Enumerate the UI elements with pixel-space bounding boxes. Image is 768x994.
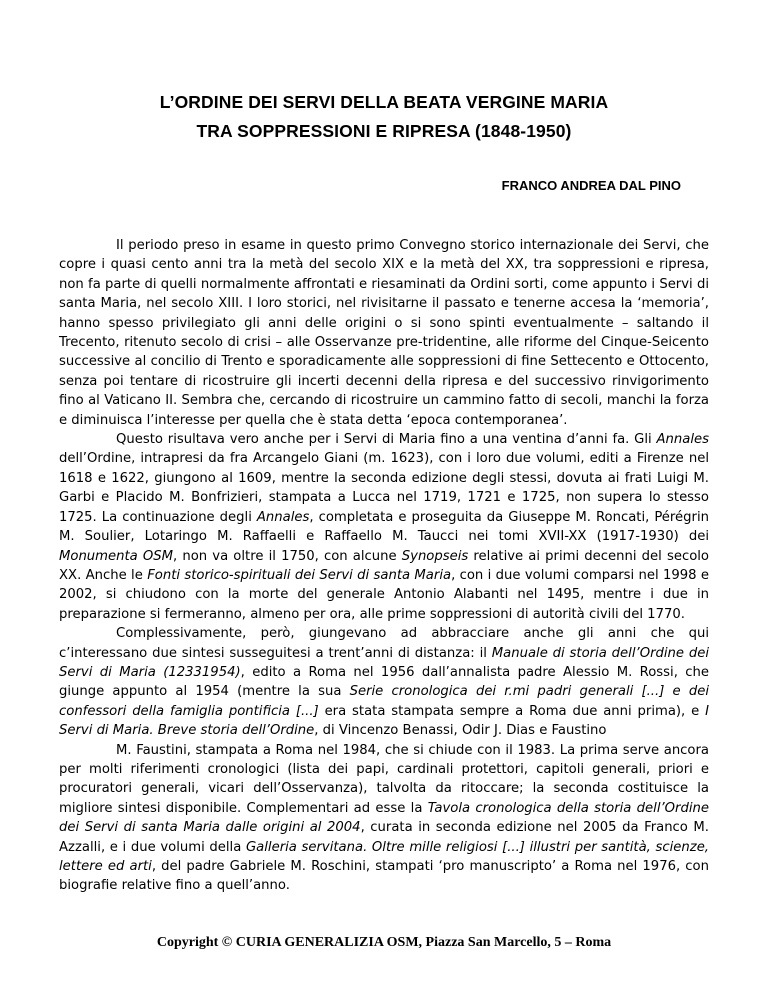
italic-title-synopseis: Synopseis — [401, 548, 469, 564]
author-name: FRANCO ANDREA DAL PINO — [501, 178, 681, 193]
italic-title-annales: Annales — [656, 432, 709, 448]
copyright-footer: Copyright © CURIA GENERALIZIA OSM, Piazza San Marcello, 5 – Roma — [156, 935, 612, 950]
italic-title-annales: Annales — [256, 509, 310, 525]
italic-title-monumenta: Monumenta OSM — [59, 548, 174, 564]
paragraph-2-text: relative ai primi decenni del secolo XX. Anche le — [59, 548, 709, 583]
paragraph-2-text: , con i due volumi comparsi nel 1998 e 2002, si chiudono con la morte del generale Antonio Alabanti nel 1495, mentre i due in preparazione si fermeranno, almeno per ora, alle prime soppressioni di autorità civili del 1770. — [59, 567, 709, 622]
italic-title-tavola: Tavola cronologica della storia dell’Ordine dei Servi di santa Maria dalle origini al 2004 — [59, 800, 709, 836]
paragraph-4-text: M. Faustini, stampata a Roma nel 1984, che si chiude con il 1983. La prima serve ancora per molti riferimenti cronologici (lista dei papi, cardinali protettori, capitoli generali, priori e procuratori generali, vicari dell’Osservanza), talvolta da ritoccare; la seconda costituisce la migliore sintesi disponibile. Complementari ad esse la — [59, 742, 709, 816]
paragraph-3-text: Complessivamente, però, giungevano ad abbracciare anche gli anni che qui c’interessano due sintesi susseguitesi a trent’anni di distanza: il — [59, 626, 709, 661]
paragraph-3-text: , edito a Roma nel 1956 dall’annalista padre Alessio M. Rossi, che giunge appunto al 1954 (mentre la sua — [59, 664, 710, 700]
paragraph-2-text: dell’Ordine, intrapresi da fra Arcangelo Giani (m. 1623), con i loro due volumi, editi a Firenze nel 1618 e 1622, giungono al 1609, mentre la seconda edizione degli stessi, dovuta ai frati Luigi M. Garbi e Placido M. Bonfrizieri, stampata a Lucca nel 1719, 1721 e 1725, non supera lo stesso 1725. La continuazione degli — [59, 451, 709, 525]
paragraph-3 — [59, 624, 709, 740]
paragraph-1: Il periodo preso in esame in questo primo Convegno storico internazionale dei Servi, che copre i quasi cento anni tra la metà del secolo XIX e la metà del XX, tra soppressioni e ripresa, non fa parte di quelli normalmente affrontati e riesaminati da Ordini sorti, come appunto i Servi di santa Maria, nel secolo XIII. I loro storici, nel rivisitarne il passato e tenerne accesa la ‘memoria’, hanno spesso privilegiato gli anni delle origini o si sono spinti eventualmente – saltando il Trecento, ritenuto secolo di crisi – alle Osservanze pre-tridentine, alle riforme del Cinque-Seicento successive al concilio di Trento e sporadicamente alle soppressioni di fine Settecento e Ottocento, senza poi tentare di ricostruire gli incerti decenni della ripresa e del successivo rinvigorimento fino al Vaticano II. Sembra che, cercando di ricostruire un cammino fatto di secoli, manchi la forza e diminuisca l’interesse per quella che è stata detta ‘epoca contemporanea’. — [59, 238, 709, 428]
italic-title-fonti: Fonti storico-spirituali dei Servi di santa Maria — [147, 567, 452, 583]
document-title-line-1: L’ORDINE DEI SERVI DELLA BEATA VERGINE MARIA — [159, 92, 609, 112]
paragraph-4-text: , curata in seconda edizione nel 2005 da Franco M. Azzalli, e i due volumi della — [59, 820, 709, 855]
italic-title-galleria: Galleria servitana. Oltre mille religiosi [...] illustri per santità, scienze, lettere ed arti — [59, 839, 709, 874]
body-text — [59, 236, 709, 896]
italic-title-manuale: Manuale di storia dell’Ordine dei Servi di Maria (12331954) — [59, 645, 709, 680]
italic-title-serie-cronologica: Serie cronologica dei r.mi padri generali [...] e dei confessori della famiglia pontificia [...] — [59, 684, 709, 719]
italic-title-servi-di-maria: I Servi di Maria. Breve storia dell’Ordine — [59, 703, 709, 739]
paragraph-3-text: era stata stampata sempre a Roma due anni prima), e — [318, 703, 706, 719]
paragraph-2 — [59, 430, 709, 624]
document-title-line-2: TRA SOPPRESSIONI E RIPRESA (1848-1950) — [196, 121, 572, 141]
paragraph-3-text: , di Vincenzo Benassi, Odir J. Dias e Faustino — [314, 723, 607, 739]
paragraph-4 — [59, 741, 709, 896]
paragraph-2-text: , non va oltre il 1750, con alcune — [173, 548, 402, 564]
paragraph-2-text: Questo risultava vero anche per i Servi di Maria fino a una ventina d’anni fa. Gli — [116, 432, 657, 448]
paragraph-2-text: , completata e proseguita da Giuseppe M. Roncati, Pérégrin M. Soulier, Lotaringo M. Raffaelli e Raffaello M. Taucci nei tomi XVII-XX (1917-1930) dei — [59, 509, 709, 545]
paragraph-4-text: , del padre Gabriele M. Roschini, stampati ‘pro manuscripto’ a Roma nel 1976, con biografie relative fino a quell’anno. — [59, 859, 709, 894]
